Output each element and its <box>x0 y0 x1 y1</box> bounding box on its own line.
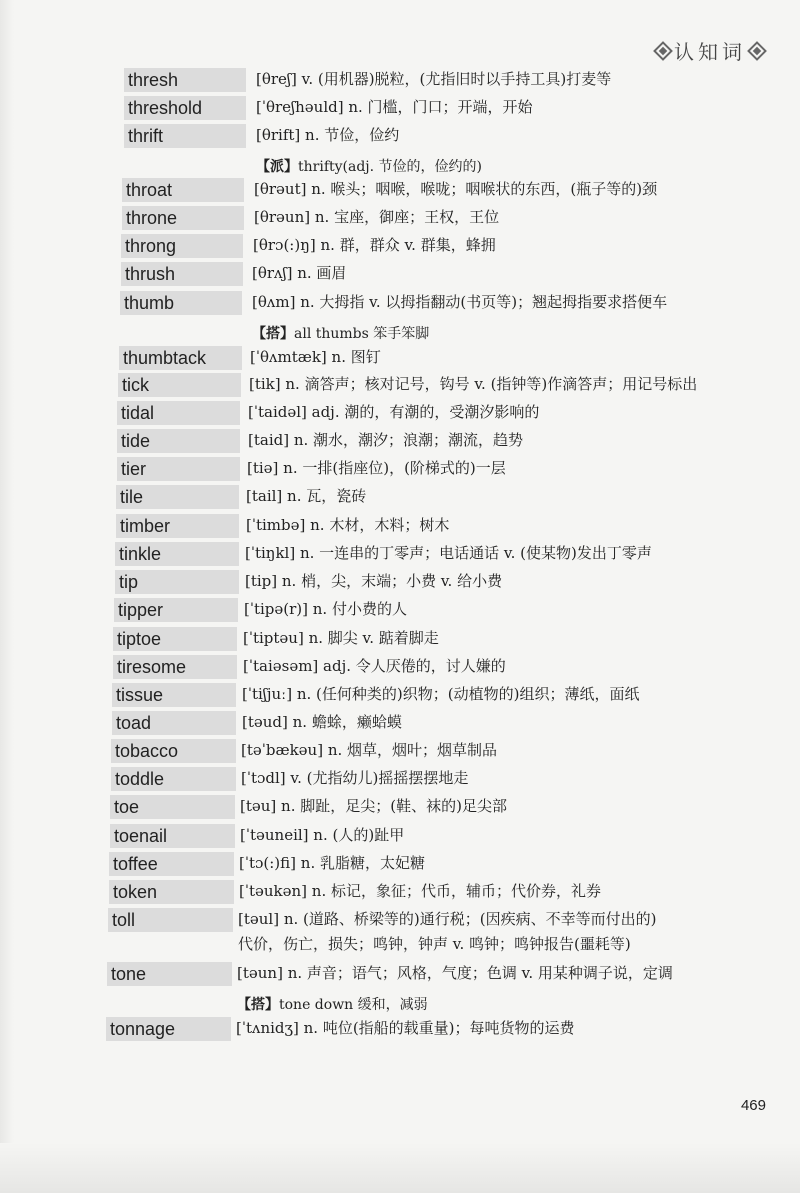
entry-definition: [tip] n. 梢，尖，末端；小费 v. 给小费 <box>245 572 503 590</box>
extra-note-tag: 【派】 <box>256 159 298 175</box>
entry-word: tidal <box>117 401 240 425</box>
extra-note-tag: 【搭】 <box>252 326 294 342</box>
entry-extra-note <box>237 994 428 1016</box>
entry-word: tip <box>115 570 239 594</box>
entry-word: tiptoe <box>113 627 237 651</box>
entry-definition: [ˈtaiəsəm] adj. 令人厌倦的，讨人嫌的 <box>243 657 506 675</box>
entry-word: throng <box>121 234 243 258</box>
entry-word: toffee <box>109 852 234 876</box>
entry-definition: [taid] n. 潮水，潮汐；浪潮；潮流，趋势 <box>248 431 524 449</box>
entry-word: toad <box>112 711 236 735</box>
extra-note-text: thrifty(adj. 节俭的，俭约的) <box>298 159 483 175</box>
entry-word: tobacco <box>111 739 236 763</box>
entry-definition: [təul] n. (道路、桥梁等的)通行税；(因疾病、不幸等而付出的) <box>238 910 657 928</box>
entry-word: timber <box>116 514 239 538</box>
entry-word: throne <box>122 206 244 230</box>
entry-definition: [θʌm] n. 大拇指 v. 以拇指翻动(书页等)；翘起拇指要求搭便车 <box>252 293 668 311</box>
entry-word: throat <box>122 178 244 202</box>
entry-word: thumb <box>120 291 242 315</box>
entry-definition: [təu] n. 脚趾，足尖；(鞋、袜的)足尖部 <box>240 797 507 815</box>
entry-word: tipper <box>114 598 238 622</box>
entry-definition: [ˈtəuneil] n. (人的)趾甲 <box>240 826 405 844</box>
entry-definition: [ˈtipə(r)] n. 付小费的人 <box>244 600 407 618</box>
entry-word: tinkle <box>115 542 239 566</box>
entry-word: thumbtack <box>119 346 242 370</box>
entry-word: token <box>109 880 234 904</box>
entry-word: tide <box>117 429 240 453</box>
entry-definition: [θrʌʃ] n. 画眉 <box>252 264 347 282</box>
entry-definition: [ˈtiŋkl] n. 一连串的丁零声；电话通话 v. (使某物)发出丁零声 <box>245 544 652 562</box>
entry-definition: [ˈtaidəl] adj. 潮的，有潮的，受潮汐影响的 <box>248 403 540 421</box>
bottom-shadow <box>0 1143 800 1193</box>
entry-word: toll <box>108 908 233 932</box>
diamond-icon-right <box>747 41 767 61</box>
entry-word: tissue <box>112 683 236 707</box>
entry-word: tonnage <box>106 1017 231 1041</box>
entry-word: tick <box>118 373 241 397</box>
entry-definition-continued: 代价，伤亡，损失；鸣钟，钟声 v. 鸣钟；鸣钟报告(噩耗等) <box>238 935 631 953</box>
entry-word: toenail <box>110 824 235 848</box>
extra-note-text: tone down 缓和，减弱 <box>279 997 428 1013</box>
entry-word: thresh <box>124 68 246 92</box>
entry-definition: [θrəut] n. 喉头；咽喉，喉咙；咽喉状的东西，(瓶子等的)颈 <box>254 180 658 198</box>
entry-definition: [ˈtəukən] n. 标记，象征；代币，辅币；代价券，礼券 <box>239 882 601 900</box>
entry-definition: [təud] n. 蟾蜍，癞蛤蟆 <box>242 713 402 731</box>
entry-definition: [tiə] n. 一排(指座位)，(阶梯式的)一层 <box>247 459 506 477</box>
entry-definition: [θrift] n. 节俭，俭约 <box>256 126 400 144</box>
entry-definition: [ˈtimbə] n. 木材，木料；树木 <box>246 516 450 534</box>
running-header <box>656 36 764 65</box>
page-edge-shadow <box>0 0 14 1193</box>
entry-definition: [ˈθʌmtæk] n. 图钉 <box>250 348 381 366</box>
header-title: 认知词 <box>674 40 746 64</box>
entry-definition: [təˈbækəu] n. 烟草，烟叶；烟草制品 <box>241 741 498 759</box>
entry-extra-note <box>252 323 429 345</box>
extra-note-tag: 【搭】 <box>237 997 279 1013</box>
entry-definition: [ˈtʌnidʒ] n. 吨位(指船的载重量)；每吨货物的运费 <box>236 1019 575 1037</box>
entry-extra-note <box>256 156 482 178</box>
entry-definition: [ˈθreʃhəuld] n. 门槛，门口；开端，开始 <box>256 98 533 116</box>
entry-word: tiresome <box>113 655 237 679</box>
entry-definition: [tail] n. 瓦，瓷砖 <box>246 487 367 505</box>
entry-definition: [θrəun] n. 宝座，御座；王权，王位 <box>254 208 500 226</box>
entry-word: threshold <box>124 96 246 120</box>
entry-word: toe <box>110 795 235 819</box>
page-number: 469 <box>740 1097 766 1114</box>
entry-definition: [ˈtiptəu] n. 脚尖 v. 踮着脚走 <box>243 629 439 647</box>
entry-definition: [təun] n. 声音；语气；风格，气度；色调 v. 用某种调子说，定调 <box>237 964 673 982</box>
entry-word: tier <box>117 457 240 481</box>
extra-note-text: all thumbs 笨手笨脚 <box>294 326 430 342</box>
entry-word: thrush <box>121 262 243 286</box>
entry-word: tone <box>107 962 232 986</box>
entry-word: tile <box>116 485 239 509</box>
diamond-icon-left <box>653 41 673 61</box>
entry-definition: [tik] n. 滴答声；核对记号，钩号 v. (指钟等)作滴答声；用记号标出 <box>249 375 698 393</box>
entry-definition: [θrɔ(:)ŋ] n. 群，群众 v. 群集，蜂拥 <box>253 236 496 254</box>
entry-definition: [ˈtiʃjuː] n. (任何种类的)织物；(动植物的)组织；薄纸，面纸 <box>242 685 640 703</box>
entry-word: toddle <box>111 767 236 791</box>
entry-word: thrift <box>124 124 246 148</box>
entry-definition: [ˈtɔ(:)fi] n. 乳脂糖，太妃糖 <box>239 854 425 872</box>
entry-definition: [θreʃ] v. (用机器)脱粒，(尤指旧时以手持工具)打麦等 <box>256 70 612 88</box>
entry-definition: [ˈtɔdl] v. (尤指幼儿)摇摇摆摆地走 <box>241 769 469 787</box>
